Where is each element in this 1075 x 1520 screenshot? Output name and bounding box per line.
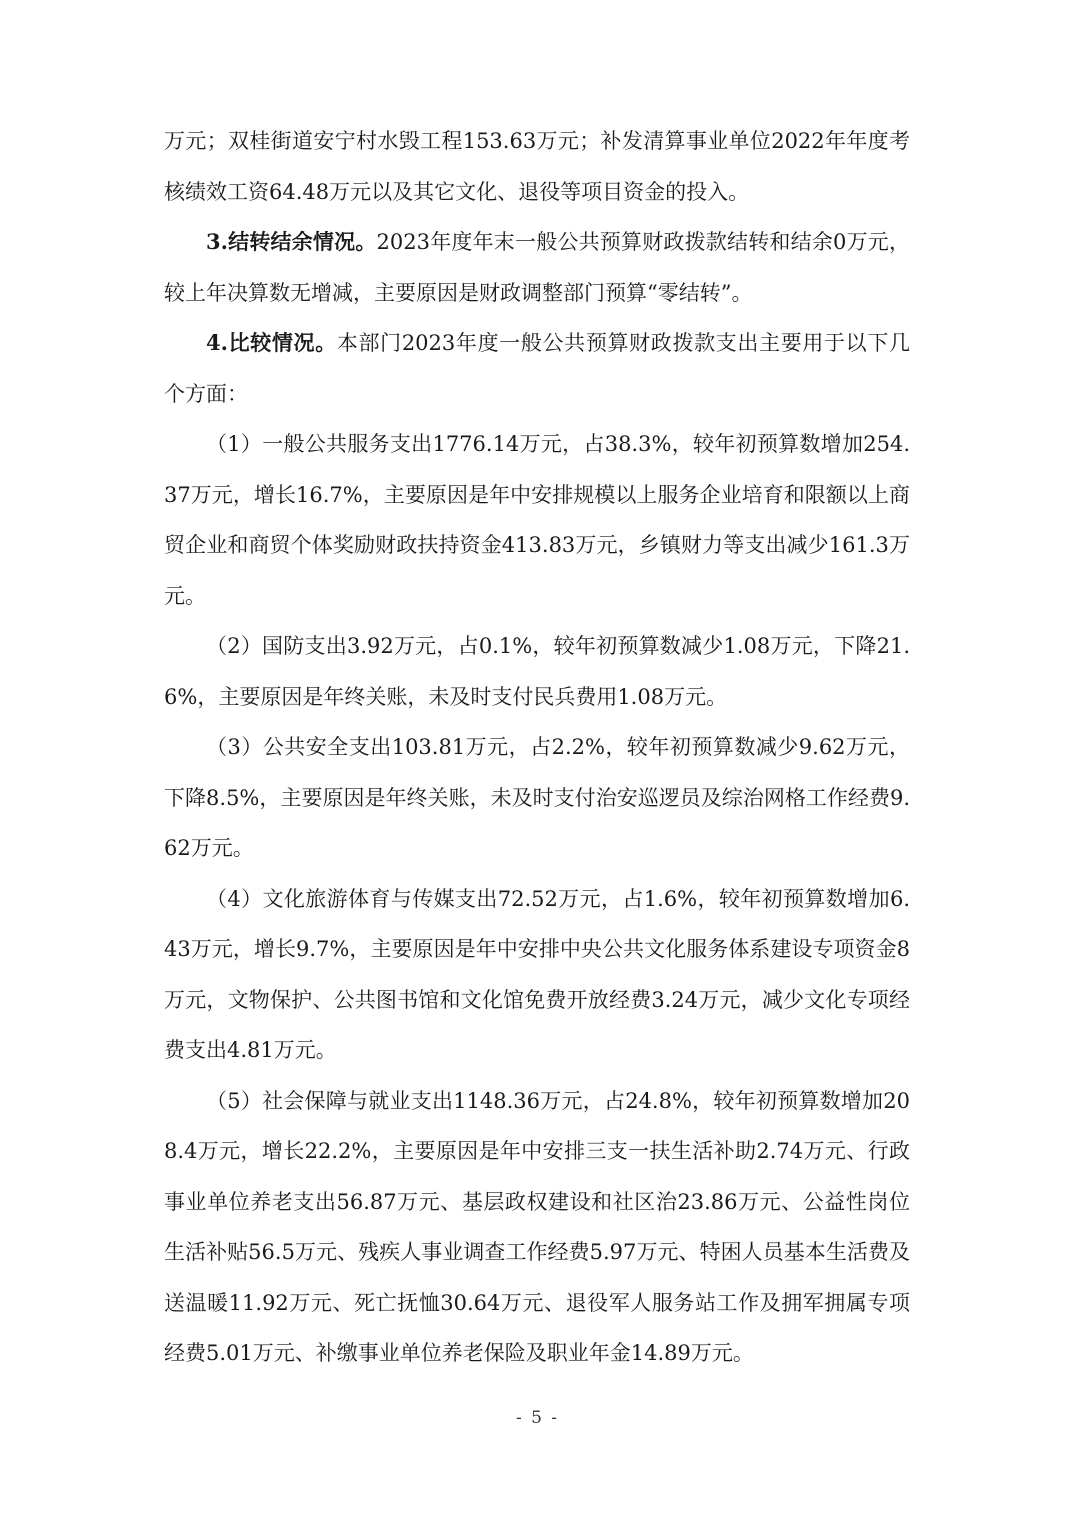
paragraph-comparison	[164, 318, 910, 419]
paragraph-item-3	[164, 722, 910, 874]
paragraph-continuation	[164, 116, 910, 217]
paragraph-item-2	[164, 621, 910, 722]
page-number: - 5 -	[515, 1408, 560, 1428]
section-heading: 4.比较情况。	[206, 330, 337, 355]
paragraph-carryover-balance	[164, 217, 910, 318]
paragraph-text: （5）社会保障与就业支出1148.36万元，占24.8%，较年初预算数增加208.4万元，增长22.2%，主要原因是年中安排三支一扶生活补助2.74万元、行政事业单位养老支出56.87万元、基层政权建设和社区治23.86万元、公益性岗位生活补贴56.5万元、残疾人事业调查工作经费5.97万元、特困人员基本生活费及送温暖11.92万元、死亡抚恤30.64万元、退役军人服务站工作及拥军拥属专项经费5.01万元、补缴事业单位养老保险及职业年金14.89万元。	[164, 1088, 910, 1365]
paragraph-text: 本部门2023年度一般公共预算财政拨款支出主要用于以下几个方面：	[164, 331, 910, 406]
paragraph-text: 2023年度年末一般公共预算财政拨款结转和结余0万元，较上年决算数无增减，主要原因是财政调整部门预算“零结转”。	[164, 230, 910, 305]
paragraph-item-4	[164, 874, 910, 1076]
paragraph-text: （2）国防支出3.92万元，占0.1%，较年初预算数减少1.08万元，下降21.6%，主要原因是年终关账，未及时支付民兵费用1.08万元。	[164, 634, 910, 709]
paragraph-text: （1）一般公共服务支出1776.14万元，占38.3%，较年初预算数增加254.37万元，增长16.7%，主要原因是年中安排规模以上服务企业培育和限额以上商贸企业和商贸个体奖励财政扶持资金413.83万元，乡镇财力等支出减少161.3万元。	[164, 432, 910, 608]
document-body	[164, 116, 910, 1379]
paragraph-text: （4）文化旅游体育与传媒支出72.52万元，占1.6%，较年初预算数增加6.43万元，增长9.7%，主要原因是年中安排中央公共文化服务体系建设专项资金8万元，文物保护、公共图书馆和文化馆免费开放经费3.24万元，减少文化专项经费支出4.81万元。	[164, 886, 910, 1062]
paragraph-item-1	[164, 419, 910, 621]
paragraph-item-5	[164, 1076, 910, 1379]
section-heading: 3.结转结余情况。	[206, 229, 377, 254]
paragraph-text: 万元；双桂街道安宁村水毁工程153.63万元；补发清算事业单位2022年年度考核绩效工资64.48万元以及其它文化、退役等项目资金的投入。	[164, 129, 910, 204]
paragraph-text: （3）公共安全支出103.81万元，占2.2%，较年初预算数减少9.62万元，下降8.5%，主要原因是年终关账，未及时支付治安巡逻员及综治网格工作经费9.62万元。	[164, 735, 910, 860]
